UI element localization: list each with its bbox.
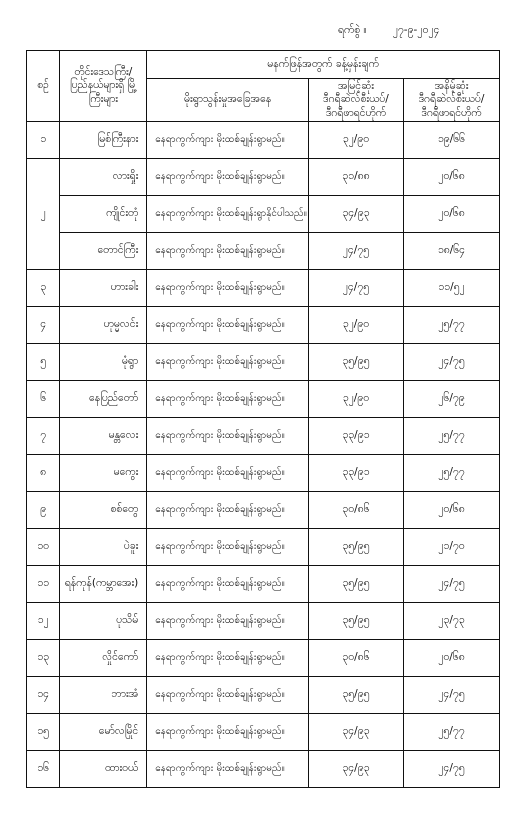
min-temp: ၂၀/၆၈ bbox=[403, 640, 499, 677]
max-temp: ၃၃/၉၁ bbox=[308, 418, 403, 455]
max-temp: ၃၅/၉၅ bbox=[308, 344, 403, 381]
max-temp: ၂၄/၇၅ bbox=[308, 233, 403, 270]
table-row bbox=[27, 529, 500, 566]
rain-condition: နေရာကွက်ကျား မိုးထစ်ချုန်းရွာမည်။ bbox=[147, 603, 309, 640]
max-temp: ၃၅/၉၅ bbox=[308, 677, 403, 714]
serial-no: ၅ bbox=[27, 344, 60, 381]
min-temp: ၂၀/၆၈ bbox=[403, 492, 499, 529]
table-row bbox=[27, 566, 500, 603]
min-temp: ၂၅/၇၇ bbox=[403, 714, 499, 751]
table-row bbox=[27, 603, 500, 640]
header-max-line3: ဒီဂရီဖာရင်ဟိုက် bbox=[325, 106, 387, 119]
serial-no: ၁၂ bbox=[27, 603, 60, 640]
table-row bbox=[27, 640, 500, 677]
max-temp: ၃၄/၉၃ bbox=[308, 751, 403, 788]
max-temp: ၃၄/၉၃ bbox=[308, 196, 403, 233]
serial-no: ၇ bbox=[27, 418, 60, 455]
document-date bbox=[338, 22, 508, 40]
city-name: လှိုင်ကော် bbox=[60, 640, 147, 677]
min-temp: ၂၄/၇၅ bbox=[403, 566, 499, 603]
min-temp: ၂၀/၆၈ bbox=[403, 196, 499, 233]
serial-no: ၆ bbox=[27, 381, 60, 418]
min-temp: ၂၁/၇၀ bbox=[403, 529, 499, 566]
table-row bbox=[27, 492, 500, 529]
table-row bbox=[27, 381, 500, 418]
rain-condition: နေရာကွက်ကျား မိုးထစ်ချုန်းရွာမည်။ bbox=[147, 307, 309, 344]
max-temp: ၃၅/၉၅ bbox=[308, 603, 403, 640]
min-temp: ၂၃/၇၃ bbox=[403, 603, 499, 640]
max-temp: ၂၄/၇၅ bbox=[308, 270, 403, 307]
header-serial-no: စဉ် bbox=[27, 51, 60, 122]
header-min-line2: ဒီဂရီဆဲလ်စီးယပ်/ bbox=[418, 93, 485, 106]
rain-condition: နေရာကွက်ကျား မိုးထစ်ချုန်းရွာမည်။ bbox=[147, 233, 309, 270]
header-max-temp bbox=[308, 79, 403, 122]
max-temp: ၃၅/၉၅ bbox=[308, 529, 403, 566]
serial-no: ၉ bbox=[27, 492, 60, 529]
min-temp: ၂၀/၆၈ bbox=[403, 159, 499, 196]
rain-condition: နေရာကွက်ကျား မိုးထစ်ချုန်းရွာမည်။ bbox=[147, 751, 309, 788]
header-max-line1: အမြင့်ဆုံး bbox=[337, 80, 374, 93]
min-temp: ၁၉/၆၆ bbox=[403, 122, 499, 159]
header-max-line2: ဒီဂရီဆဲလ်စီးယပ်/ bbox=[323, 93, 389, 106]
table-row bbox=[27, 677, 500, 714]
max-temp: ၃၂/၉၀ bbox=[308, 122, 403, 159]
serial-no: ၄ bbox=[27, 307, 60, 344]
table-row bbox=[27, 122, 500, 159]
city-name: ထားဝယ် bbox=[60, 751, 147, 788]
serial-no: ၁၄ bbox=[27, 677, 60, 714]
rain-condition: နေရာကွက်ကျား မိုးထစ်ချုန်းရွာမည်။ bbox=[147, 344, 309, 381]
table-row bbox=[27, 196, 500, 233]
min-temp: ၂၅/၇၇ bbox=[403, 307, 499, 344]
rain-condition: နေရာကွက်ကျား မိုးထစ်ချုန်းရွာမည်။ bbox=[147, 159, 309, 196]
table-row bbox=[27, 418, 500, 455]
rain-condition: နေရာကွက်ကျား မိုးထစ်ချုန်းရွာမည်။ bbox=[147, 418, 309, 455]
rain-condition: နေရာကွက်ကျား မိုးထစ်ချုန်းရွာမည်။ bbox=[147, 529, 309, 566]
min-temp: ၁၈/၆၄ bbox=[403, 233, 499, 270]
table-row bbox=[27, 307, 500, 344]
forecast-table bbox=[26, 50, 500, 788]
serial-no: ၁၅ bbox=[27, 714, 60, 751]
max-temp: ၃၀/၈၆ bbox=[308, 640, 403, 677]
city-name: ဟားခါး bbox=[60, 270, 147, 307]
city-name: ပုသိမ် bbox=[60, 603, 147, 640]
min-temp: ၁၁/၅၂ bbox=[403, 270, 499, 307]
serial-no: ၃ bbox=[27, 270, 60, 307]
header-forecast-group: မနက်ဖြန်အတွက် ခန့်မှန်းချက် bbox=[147, 51, 500, 79]
rain-condition: နေရာကွက်ကျား မိုးထစ်ချုန်းရွာနိုင်ပါသည်။ bbox=[147, 196, 309, 233]
serial-no: ၈ bbox=[27, 455, 60, 492]
min-temp: ၂၆/၇၉ bbox=[403, 381, 499, 418]
header-rain-condition: မိုးရွာသွန်းမှုအခြေအနေ bbox=[147, 79, 309, 122]
city-name: မန္တလေး bbox=[60, 418, 147, 455]
rain-condition: နေရာကွက်ကျား မိုးထစ်ချုန်းရွာမည်။ bbox=[147, 566, 309, 603]
city-name: ရန်ကုန်(ကမ္ဘာအေး) bbox=[60, 566, 147, 603]
table-row bbox=[27, 751, 500, 788]
city-name: မြစ်ကြီးနား bbox=[60, 122, 147, 159]
date-value: ၂၇-၉-၂၀၂၄ bbox=[392, 23, 440, 36]
city-name: ကျိုင်းတုံ bbox=[60, 196, 147, 233]
rain-condition: နေရာကွက်ကျား မိုးထစ်ချုန်းရွာမည်။ bbox=[147, 677, 309, 714]
max-temp: ၃၁/၈၈ bbox=[308, 159, 403, 196]
max-temp: ၃၅/၉၅ bbox=[308, 566, 403, 603]
serial-no: ၁၀ bbox=[27, 529, 60, 566]
city-name: မုံရွာ bbox=[60, 344, 147, 381]
serial-no: ၁၁ bbox=[27, 566, 60, 603]
rain-condition: နေရာကွက်ကျား မိုးထစ်ချုန်းရွာမည်။ bbox=[147, 381, 309, 418]
min-temp: ၂၄/၇၅ bbox=[403, 677, 499, 714]
city-name: ဘားအံ bbox=[60, 677, 147, 714]
city-name: ဟုမ္မလင်း bbox=[60, 307, 147, 344]
rain-condition: နေရာကွက်ကျား မိုးထစ်ချုန်းရွာမည်။ bbox=[147, 640, 309, 677]
header-min-line3: ဒီဂရီဖာရင်ဟိုက် bbox=[421, 106, 482, 119]
city-name: စစ်တွေ bbox=[60, 492, 147, 529]
date-label: ရက်စွဲ ။ bbox=[338, 23, 367, 36]
city-name: မော်လမြိုင် bbox=[60, 714, 147, 751]
max-temp: ၃၀/၈၆ bbox=[308, 492, 403, 529]
rain-condition: နေရာကွက်ကျား မိုးထစ်ချုန်းရွာမည်။ bbox=[147, 455, 309, 492]
min-temp: ၂၄/၇၅ bbox=[403, 344, 499, 381]
city-name: မကွေး bbox=[60, 455, 147, 492]
table-row bbox=[27, 159, 500, 196]
max-temp: ၃၂/၉၀ bbox=[308, 381, 403, 418]
city-name: လားရှိုး bbox=[60, 159, 147, 196]
header-min-line1: အနိမ့်ဆုံး bbox=[434, 80, 469, 93]
min-temp: ၂၅/၇၇ bbox=[403, 418, 499, 455]
serial-no: ၁ bbox=[27, 122, 60, 159]
rain-condition: နေရာကွက်ကျား မိုးထစ်ချုန်းရွာမည်။ bbox=[147, 714, 309, 751]
serial-no: ၁၃ bbox=[27, 640, 60, 677]
table-row bbox=[27, 714, 500, 751]
city-name: တောင်ကြီး bbox=[60, 233, 147, 270]
table-row bbox=[27, 455, 500, 492]
serial-no: ၂ bbox=[27, 159, 60, 270]
table-row bbox=[27, 270, 500, 307]
min-temp: ၂၄/၇၅ bbox=[403, 751, 499, 788]
table-row bbox=[27, 233, 500, 270]
rain-condition: နေရာကွက်ကျား မိုးထစ်ချုန်းရွာမည်။ bbox=[147, 270, 309, 307]
max-temp: ၃၂/၉၀ bbox=[308, 307, 403, 344]
header-city: တိုင်းဒေသကြီး/ ပြည်နယ်များရှိ မြို့ကြီးများ bbox=[60, 51, 147, 122]
rain-condition: နေရာကွက်ကျား မိုးထစ်ချုန်းရွာမည်။ bbox=[147, 492, 309, 529]
rain-condition: နေရာကွက်ကျား မိုးထစ်ချုန်းရွာမည်။ bbox=[147, 122, 309, 159]
table-row bbox=[27, 344, 500, 381]
header-min-temp bbox=[403, 79, 499, 122]
city-name: ပဲခူး bbox=[60, 529, 147, 566]
max-temp: ၃၄/၉၃ bbox=[308, 714, 403, 751]
max-temp: ၃၃/၉၁ bbox=[308, 455, 403, 492]
city-name: နေပြည်တော် bbox=[60, 381, 147, 418]
serial-no: ၁၆ bbox=[27, 751, 60, 788]
min-temp: ၂၅/၇၇ bbox=[403, 455, 499, 492]
